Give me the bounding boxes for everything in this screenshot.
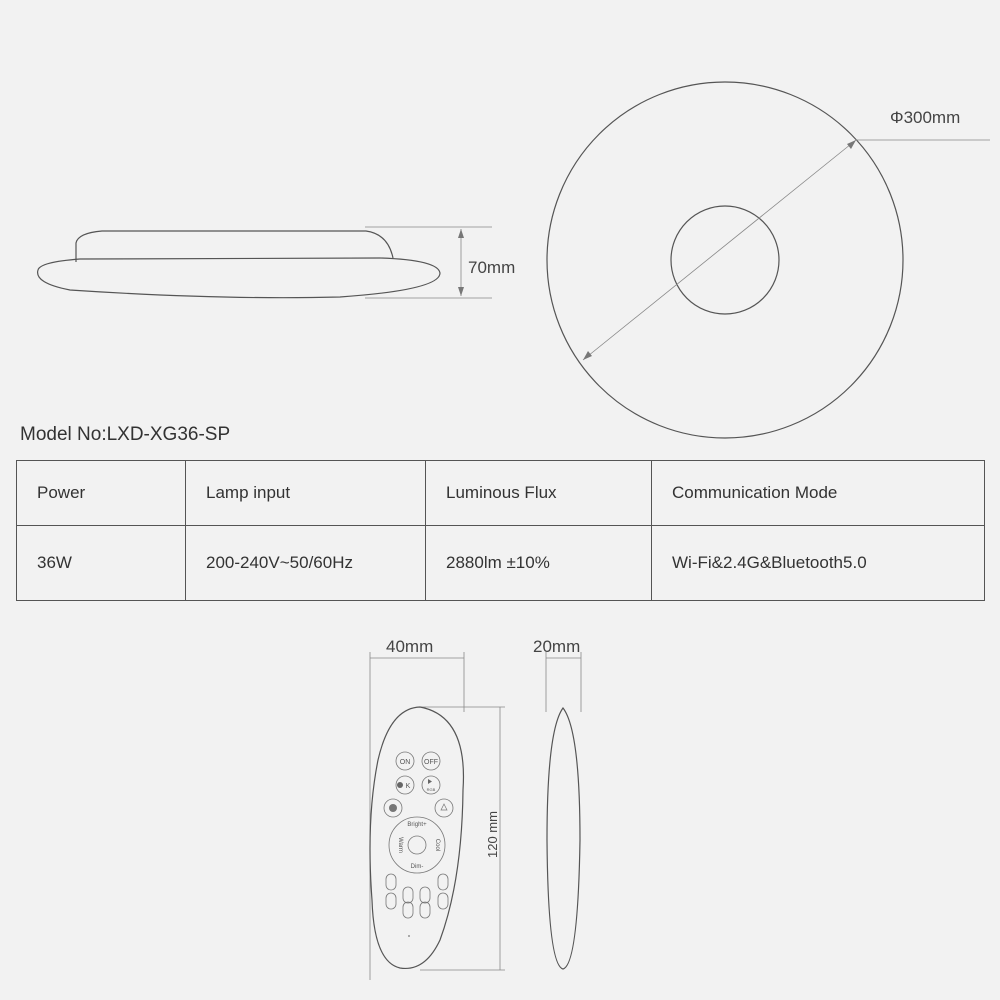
spec-header-lamp-input: Lamp input <box>186 461 426 526</box>
remote-rgb-label: RGB <box>426 787 436 792</box>
remote-k-label: K <box>405 783 411 790</box>
lamp-side-top-dome <box>76 231 393 262</box>
height-arrow-bottom <box>458 287 464 296</box>
remote-small-button <box>438 874 448 890</box>
scene-icon <box>441 804 447 810</box>
remote-warm-label: Warm <box>397 837 403 853</box>
remote-front-view <box>370 637 505 980</box>
night-mode-icon <box>389 804 397 812</box>
remote-small-button <box>403 902 413 918</box>
remote-small-button <box>420 902 430 918</box>
spec-table <box>16 460 985 601</box>
remote-width-label: 40mm <box>386 637 434 656</box>
remote-indicator-dot <box>408 935 410 937</box>
height-arrow-top <box>458 229 464 238</box>
play-pause-icon <box>428 779 432 784</box>
diameter-dimension-line <box>583 140 856 360</box>
lamp-side-view <box>38 227 516 298</box>
spec-header-communication-mode: Communication Mode <box>652 461 985 526</box>
remote-small-button <box>386 874 396 890</box>
lamp-diameter-label: Φ300mm <box>890 108 961 127</box>
spec-header-luminous-flux: Luminous Flux <box>426 461 652 526</box>
spec-header-row <box>17 461 985 526</box>
diameter-arrow-lower <box>583 351 592 360</box>
spec-value-power: 36W <box>17 526 186 601</box>
moon-icon <box>397 782 403 788</box>
lamp-height-label: 70mm <box>468 258 516 277</box>
lamp-top-outer-circle <box>547 82 903 438</box>
lamp-top-view <box>547 82 990 438</box>
remote-side-view <box>533 637 581 969</box>
lamp-top-center-circle <box>671 206 779 314</box>
remote-body-outline <box>370 707 463 968</box>
diameter-arrow-upper <box>847 140 856 149</box>
remote-cool-label: Cool <box>434 838 440 852</box>
remote-scene-button <box>435 799 453 817</box>
remote-small-button <box>386 893 396 909</box>
remote-depth-label: 20mm <box>533 637 581 656</box>
spec-value-row <box>17 526 985 601</box>
spec-value-luminous-flux: 2880lm ±10% <box>426 526 652 601</box>
remote-on-label: ON <box>399 759 411 766</box>
remote-side-outline <box>547 708 580 969</box>
model-number-title: Model No:LXD-XG36-SP <box>20 424 231 445</box>
remote-off-label: OFF <box>424 759 438 766</box>
remote-small-button <box>438 893 448 909</box>
spec-header-power: Power <box>17 461 186 526</box>
remote-length-label: 120 mm <box>485 811 500 858</box>
remote-small-button <box>403 887 413 903</box>
spec-value-communication-mode: Wi-Fi&2.4G&Bluetooth5.0 <box>652 526 985 601</box>
remote-dim-label: Dim- <box>410 864 424 870</box>
lamp-side-base <box>38 258 440 298</box>
remote-dpad-center <box>408 836 426 854</box>
spec-value-lamp-input: 200-240V~50/60Hz <box>186 526 426 601</box>
remote-small-button <box>420 887 430 903</box>
remote-bright-label: Bright+ <box>407 822 427 828</box>
